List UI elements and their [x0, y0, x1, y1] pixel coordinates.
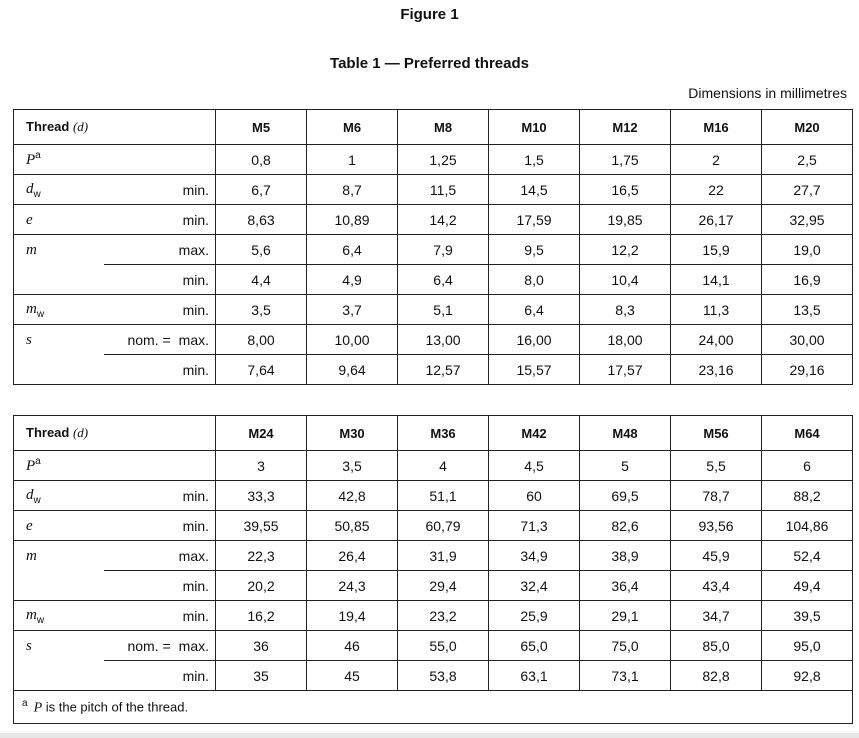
- thread-size: M16: [671, 110, 762, 145]
- table-cell: 12,57: [398, 355, 489, 385]
- s-label-blank: [14, 661, 104, 691]
- table-cell: 30,00: [762, 325, 853, 355]
- dw-label: $d_w$: [14, 175, 104, 205]
- table-cell: 3: [216, 451, 307, 481]
- table-cell: 5,6: [216, 235, 307, 265]
- s-label-blank: [14, 355, 104, 385]
- table-cell: 16,2: [216, 601, 307, 631]
- table-cell: 16,5: [580, 175, 671, 205]
- table-cell: 5,1: [398, 295, 489, 325]
- table-cell: 1,25: [398, 145, 489, 175]
- table-cell: 13,00: [398, 325, 489, 355]
- table-cell: 6,4: [398, 265, 489, 295]
- table-cell: 29,4: [398, 571, 489, 601]
- table-cell: 11,5: [398, 175, 489, 205]
- s-min-row: [14, 661, 853, 691]
- table-cell: 12,2: [580, 235, 671, 265]
- thread-size: M10: [489, 110, 580, 145]
- dw-min-label: min.: [104, 481, 216, 511]
- thread-header-label: Thread (d): [14, 110, 216, 145]
- table-cell: 25,9: [489, 601, 580, 631]
- m-label-blank: [14, 265, 104, 295]
- table-cell: 14,2: [398, 205, 489, 235]
- thread-header-row: [14, 110, 853, 145]
- table-cell: 35: [216, 661, 307, 691]
- mw-row: [14, 295, 853, 325]
- mw-label: $m_w$: [14, 295, 104, 325]
- table-cell: 14,1: [671, 265, 762, 295]
- m-max-label: max.: [104, 541, 216, 571]
- table-cell: 2: [671, 145, 762, 175]
- table-cell: 29,16: [762, 355, 853, 385]
- m-max-label: max.: [104, 235, 216, 265]
- table-cell: 10,4: [580, 265, 671, 295]
- table-cell: 71,3: [489, 511, 580, 541]
- table-cell: 42,8: [307, 481, 398, 511]
- m-min-label: min.: [104, 265, 216, 295]
- table-cell: 6,4: [307, 235, 398, 265]
- table-cell: 9,5: [489, 235, 580, 265]
- s-label: s: [14, 325, 104, 355]
- m-label-blank: [14, 571, 104, 601]
- table-cell: 85,0: [671, 631, 762, 661]
- s-max-label: nom. = max.: [104, 631, 216, 661]
- table-cell: 82,8: [671, 661, 762, 691]
- table-cell: 17,59: [489, 205, 580, 235]
- table-cell: 36,4: [580, 571, 671, 601]
- table-cell: 104,86: [762, 511, 853, 541]
- e-label: e: [14, 205, 104, 235]
- thread-size: M56: [671, 416, 762, 451]
- m-label: m: [14, 541, 104, 571]
- pitch-row: [14, 145, 853, 175]
- thread-size: M12: [580, 110, 671, 145]
- thread-size: M42: [489, 416, 580, 451]
- footnote-symbol: P: [33, 700, 43, 716]
- table-cell: 8,0: [489, 265, 580, 295]
- table-cell: 8,3: [580, 295, 671, 325]
- s-max-row: [14, 631, 853, 661]
- thread-size: M5: [216, 110, 307, 145]
- table-cell: 24,00: [671, 325, 762, 355]
- table-cell: 1,75: [580, 145, 671, 175]
- table-cell: 32,95: [762, 205, 853, 235]
- mw-label: $m_w$: [14, 601, 104, 631]
- footnote: [14, 691, 853, 724]
- table-cell: 46: [307, 631, 398, 661]
- thread-size: M36: [398, 416, 489, 451]
- m-max-row: [14, 541, 853, 571]
- table-cell: 0,8: [216, 145, 307, 175]
- table-cell: 92,8: [762, 661, 853, 691]
- table-cell: 9,64: [307, 355, 398, 385]
- s-max-row: [14, 325, 853, 355]
- table-cell: 49,4: [762, 571, 853, 601]
- table-cell: 16,9: [762, 265, 853, 295]
- thread-size: M24: [216, 416, 307, 451]
- s-label: s: [14, 631, 104, 661]
- preferred-threads-table-1: [13, 109, 853, 385]
- table-cell: 38,9: [580, 541, 671, 571]
- s-min-label: min.: [104, 661, 216, 691]
- table-cell: 2,5: [762, 145, 853, 175]
- table-cell: 69,5: [580, 481, 671, 511]
- table-cell: 34,9: [489, 541, 580, 571]
- table-cell: 34,7: [671, 601, 762, 631]
- table-cell: 11,3: [671, 295, 762, 325]
- table-cell: 32,4: [489, 571, 580, 601]
- table-cell: 95,0: [762, 631, 853, 661]
- table-cell: 23,16: [671, 355, 762, 385]
- table-cell: 1: [307, 145, 398, 175]
- table-cell: 24,3: [307, 571, 398, 601]
- table-cell: 93,56: [671, 511, 762, 541]
- m-label: m: [14, 235, 104, 265]
- table-cell: 33,3: [216, 481, 307, 511]
- footnote-mark: a: [22, 697, 28, 709]
- table-cell: 18,00: [580, 325, 671, 355]
- thread-header-row: [14, 416, 853, 451]
- table-cell: 20,2: [216, 571, 307, 601]
- table-cell: 63,1: [489, 661, 580, 691]
- table-cell: 29,1: [580, 601, 671, 631]
- m-min-label: min.: [104, 571, 216, 601]
- pitch-label: $P^a$: [14, 451, 216, 481]
- mw-min-label: min.: [104, 295, 216, 325]
- table-cell: 26,4: [307, 541, 398, 571]
- e-row: [14, 205, 853, 235]
- table-cell: 16,00: [489, 325, 580, 355]
- dw-row: [14, 175, 853, 205]
- mw-min-label: min.: [104, 601, 216, 631]
- table-cell: 27,7: [762, 175, 853, 205]
- e-row: [14, 511, 853, 541]
- table-title: Table 1 — Preferred threads: [330, 55, 529, 72]
- table-cell: 50,85: [307, 511, 398, 541]
- table-cell: 60,79: [398, 511, 489, 541]
- pitch-label: $P^a$: [14, 145, 216, 175]
- e-min-label: min.: [104, 205, 216, 235]
- table-cell: 3,7: [307, 295, 398, 325]
- table-cell: 19,85: [580, 205, 671, 235]
- table-cell: 8,63: [216, 205, 307, 235]
- table-cell: 19,0: [762, 235, 853, 265]
- footnote-text: is the pitch of the thread.: [42, 699, 189, 715]
- table-cell: 55,0: [398, 631, 489, 661]
- page-bottom-edge: [0, 733, 859, 738]
- table-cell: 22,3: [216, 541, 307, 571]
- dw-label: $d_w$: [14, 481, 104, 511]
- table-cell: 39,55: [216, 511, 307, 541]
- m-min-row: [14, 571, 853, 601]
- table-cell: 13,5: [762, 295, 853, 325]
- e-label: e: [14, 511, 104, 541]
- mw-row: [14, 601, 853, 631]
- table-cell: 6,7: [216, 175, 307, 205]
- table-cell: 22: [671, 175, 762, 205]
- table-cell: 14,5: [489, 175, 580, 205]
- table-cell: 6,4: [489, 295, 580, 325]
- table-cell: 52,4: [762, 541, 853, 571]
- table-cell: 17,57: [580, 355, 671, 385]
- table-cell: 31,9: [398, 541, 489, 571]
- table-cell: 45,9: [671, 541, 762, 571]
- dw-min-label: min.: [104, 175, 216, 205]
- figure-title: Figure 1: [400, 6, 459, 23]
- table-cell: 43,4: [671, 571, 762, 601]
- thread-size: M30: [307, 416, 398, 451]
- table-cell: 3,5: [307, 451, 398, 481]
- table-cell: 8,7: [307, 175, 398, 205]
- table-cell: 73,1: [580, 661, 671, 691]
- preferred-threads-table-2: [13, 415, 853, 724]
- thread-size: M48: [580, 416, 671, 451]
- thread-size: M6: [307, 110, 398, 145]
- table-cell: 88,2: [762, 481, 853, 511]
- table-cell: 23,2: [398, 601, 489, 631]
- s-min-label: min.: [104, 355, 216, 385]
- table-cell: 45: [307, 661, 398, 691]
- table-cell: 60: [489, 481, 580, 511]
- table-cell: 10,00: [307, 325, 398, 355]
- table-cell: 82,6: [580, 511, 671, 541]
- s-max-label: nom. = max.: [104, 325, 216, 355]
- thread-header-label: Thread (d): [14, 416, 216, 451]
- dimensions-note: Dimensions in millimetres: [688, 85, 847, 101]
- thread-size: M64: [762, 416, 853, 451]
- table-cell: 5,5: [671, 451, 762, 481]
- s-min-row: [14, 355, 853, 385]
- m-max-row: [14, 235, 853, 265]
- table-cell: 7,64: [216, 355, 307, 385]
- table-cell: 5: [580, 451, 671, 481]
- table-cell: 4,9: [307, 265, 398, 295]
- table-cell: 15,9: [671, 235, 762, 265]
- table-cell: 4,4: [216, 265, 307, 295]
- footnote-row: [14, 691, 853, 724]
- table-cell: 4: [398, 451, 489, 481]
- table-cell: 78,7: [671, 481, 762, 511]
- table-cell: 1,5: [489, 145, 580, 175]
- m-min-row: [14, 265, 853, 295]
- dw-row: [14, 481, 853, 511]
- thread-size: M8: [398, 110, 489, 145]
- table-cell: 39,5: [762, 601, 853, 631]
- table-cell: 7,9: [398, 235, 489, 265]
- table-cell: 36: [216, 631, 307, 661]
- table-cell: 65,0: [489, 631, 580, 661]
- table-cell: 53,8: [398, 661, 489, 691]
- table-cell: 75,0: [580, 631, 671, 661]
- table-cell: 15,57: [489, 355, 580, 385]
- table-cell: 19,4: [307, 601, 398, 631]
- table-cell: 10,89: [307, 205, 398, 235]
- thread-size: M20: [762, 110, 853, 145]
- table-cell: 26,17: [671, 205, 762, 235]
- e-min-label: min.: [104, 511, 216, 541]
- table-cell: 8,00: [216, 325, 307, 355]
- table-cell: 4,5: [489, 451, 580, 481]
- pitch-row: [14, 451, 853, 481]
- table-cell: 3,5: [216, 295, 307, 325]
- table-cell: 6: [762, 451, 853, 481]
- table-cell: 51,1: [398, 481, 489, 511]
